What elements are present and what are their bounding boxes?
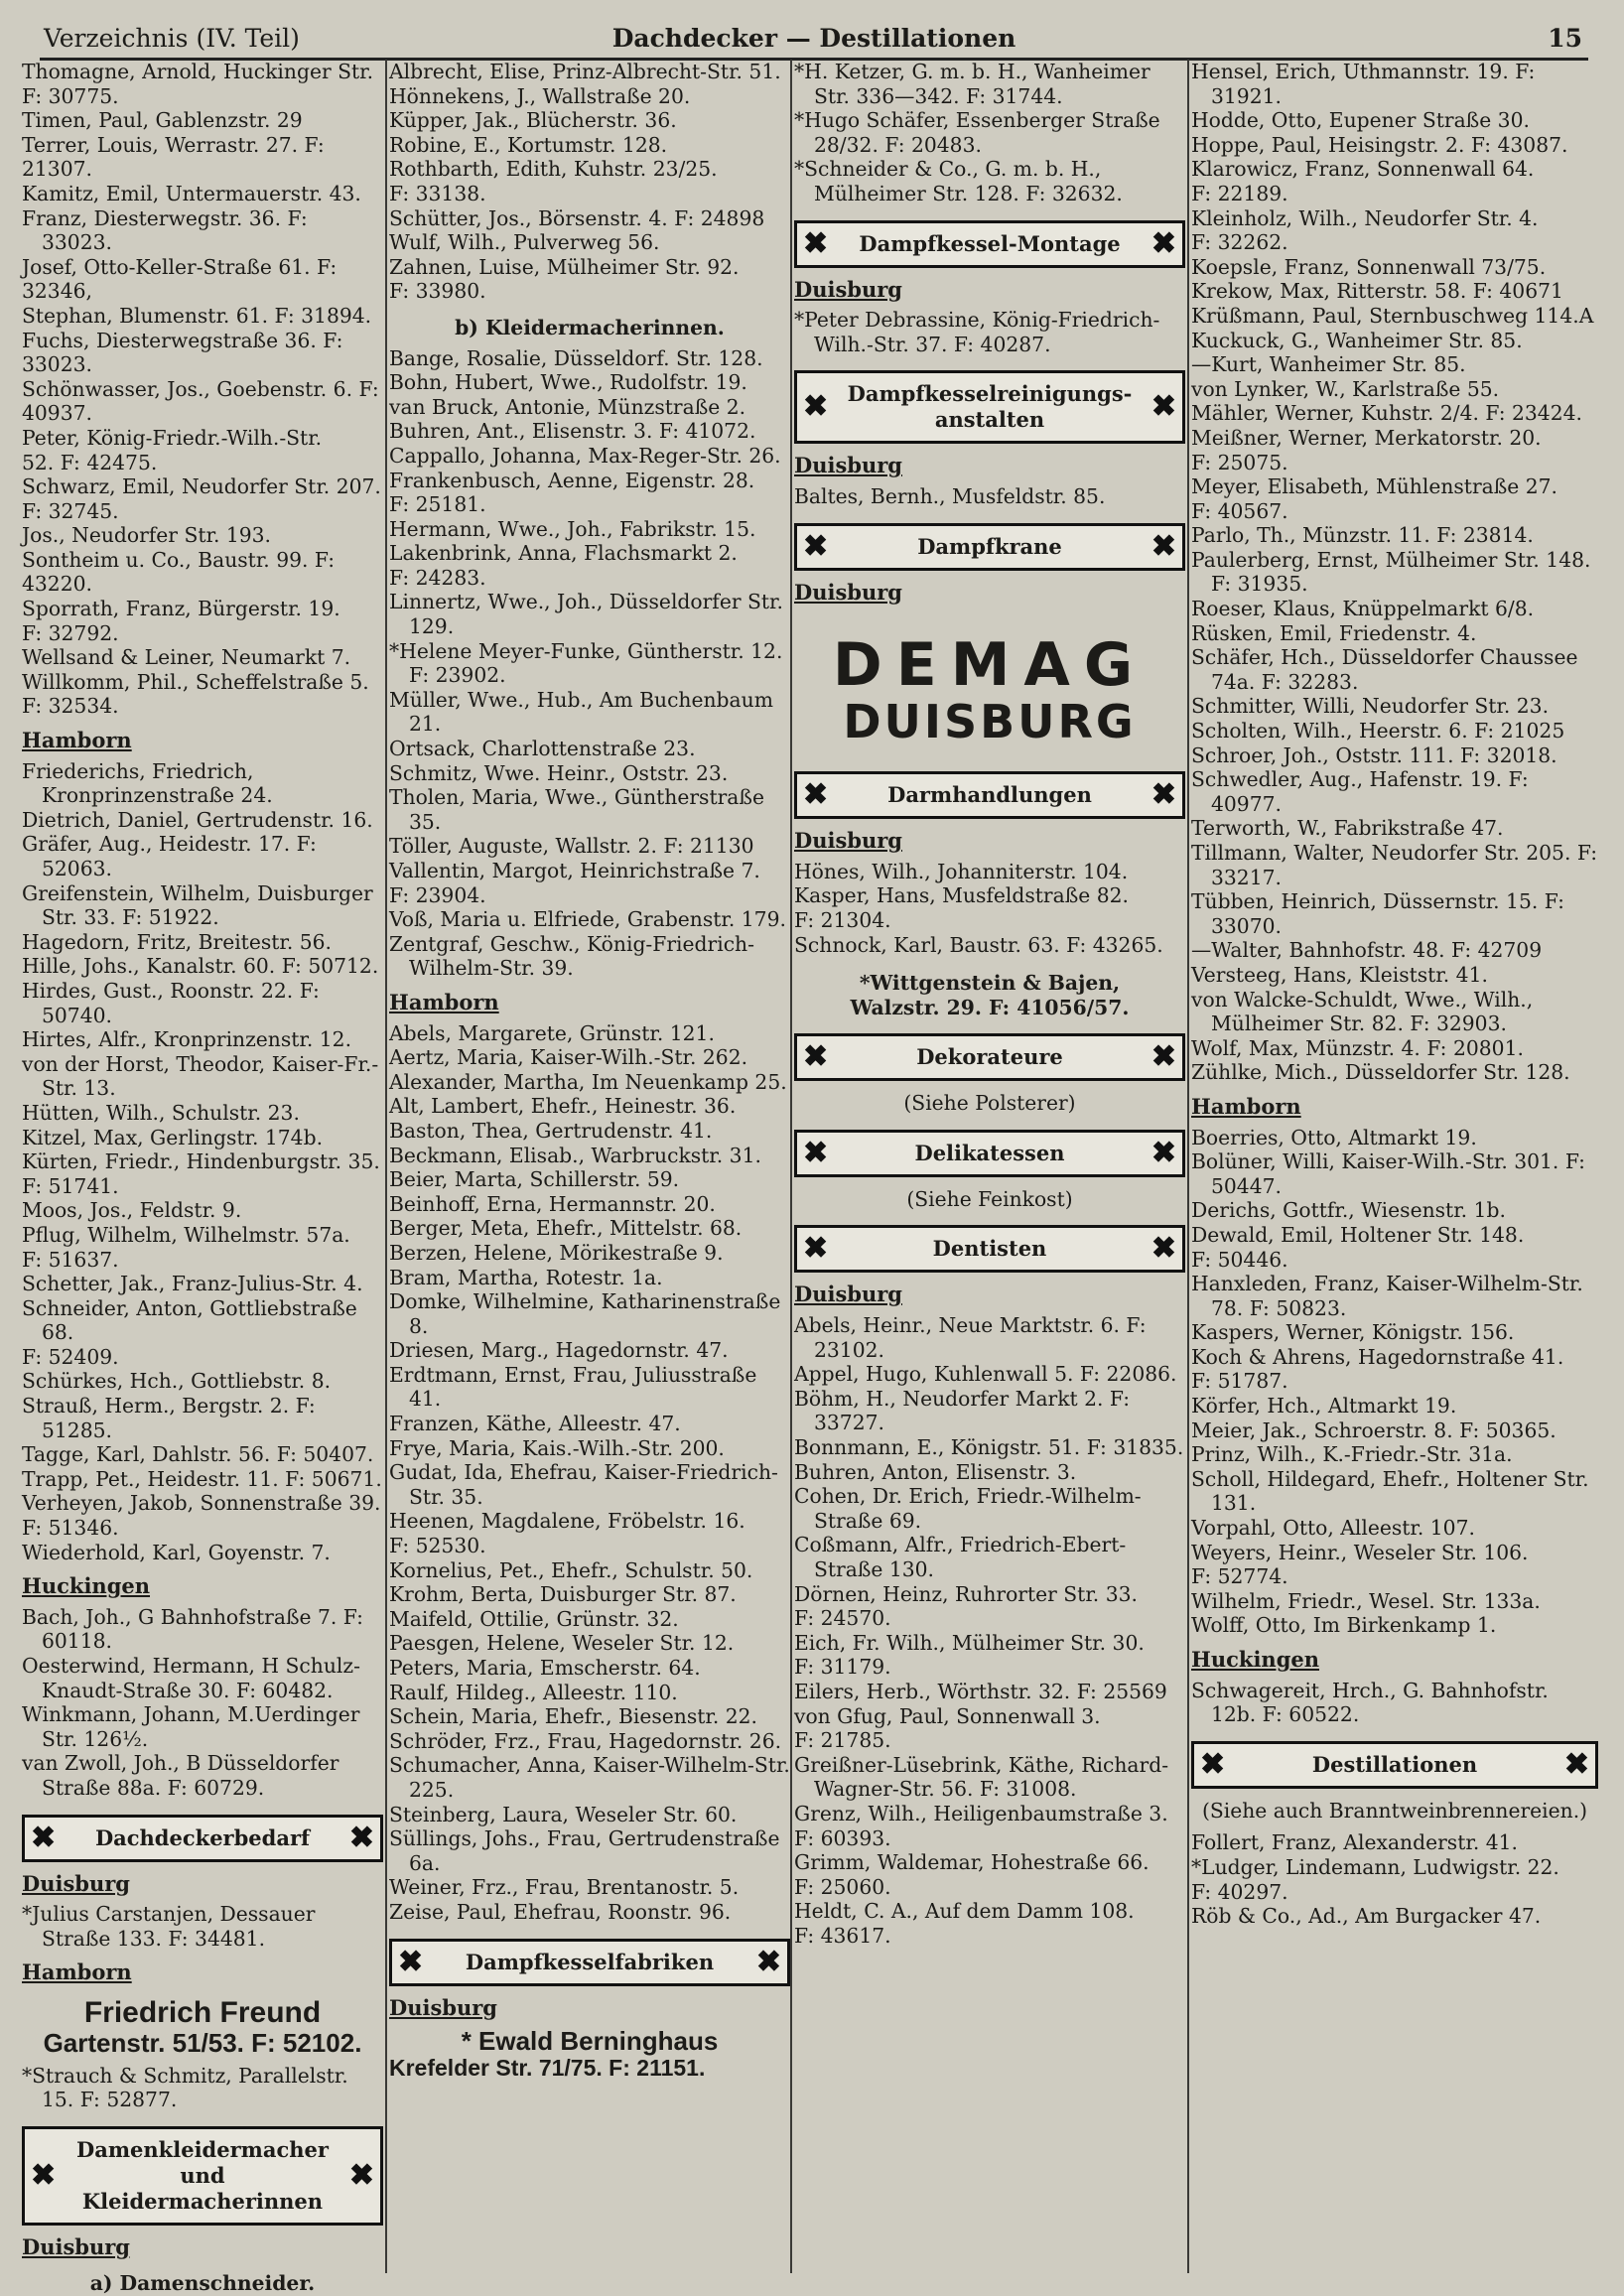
- list-item: F: 24570.: [794, 1606, 891, 1631]
- list-item: F: 25075.: [1191, 450, 1288, 474]
- list-item: Meißner, Werner, Merkatorstr. 20.: [1191, 425, 1542, 450]
- list-item: *Ludger, Lindemann, Ludwigstr. 22.: [1191, 1854, 1559, 1879]
- city-heading: Duisburg: [22, 2233, 130, 2259]
- list-item: Mähler, Werner, Kuhstr. 2/4. F: 23424.: [1191, 401, 1582, 426]
- list-item: Greißner-Lüsebrink, Käthe, Richard-Wagner-Str. 56. F: 31008.: [794, 1752, 1169, 1802]
- list-item: Vallentin, Margot, Heinrichstraße 7.: [389, 859, 760, 882]
- list-item: Timen, Paul, Gablenzstr. 29: [22, 108, 303, 133]
- list-item: F: 33980.: [389, 279, 486, 304]
- list-item: Zentgraf, Geschw., König-Friedrich-Wilhelm-Str. 39.: [389, 931, 754, 981]
- ad-demag-city: DUISBURG: [843, 695, 1137, 749]
- list-item: Coßmann, Alfr., Friedrich-Ebert-Straße 130.: [794, 1533, 1127, 1581]
- list-item: Frankenbusch, Aenne, Eigenstr. 28.: [389, 468, 755, 492]
- list-item: Schürkes, Hch., Gottliebstr. 8.: [22, 1369, 332, 1394]
- column-1: [22, 60, 383, 2296]
- list-item: F: 40297.: [1191, 1879, 1288, 1904]
- list-item: Albrecht, Elise, Prinz-Albrecht-Str. 51.: [389, 60, 781, 83]
- featured-entry-address: Walzstr. 29. F: 41056/57.: [850, 995, 1130, 1019]
- list-item: Abels, Margarete, Grünstr. 121.: [389, 1020, 715, 1045]
- list-item: F: 51741.: [22, 1173, 119, 1198]
- list-item: Böhm, H., Neudorfer Markt 2. F: 33727.: [794, 1386, 1131, 1435]
- list-item: Abels, Heinr., Neue Marktstr. 6. F: 23102.: [794, 1313, 1147, 1362]
- list-item: Schnock, Karl, Baustr. 63. F: 43265.: [794, 932, 1163, 957]
- list-item: Grenz, Wilh., Heiligenbaumstraße 3.: [794, 1801, 1168, 1825]
- list-item: Oesterwind, Hermann, H Schulz-Knaudt-Straße 30. F: 60482.: [22, 1654, 360, 1702]
- list-item: Versteeg, Hans, Kleiststr. 41.: [1191, 962, 1488, 987]
- list-item: Schmitter, Willi, Neudorfer Str. 23.: [1191, 694, 1550, 719]
- list-item: 21307.: [22, 157, 92, 182]
- list-item: Buhren, Anton, Elisenstr. 3.: [794, 1459, 1077, 1484]
- subsection-heading: a) Damenschneider.: [89, 2271, 316, 2296]
- list-item: Heenen, Magdalene, Fröbelstr. 16.: [389, 1509, 745, 1534]
- list-item: Roeser, Klaus, Knüppelmarkt 6/8.: [1191, 597, 1535, 621]
- list-item: *Strauch & Schmitz, Parallelstr. 15. F: 52877.: [22, 2063, 348, 2112]
- list-item: Wulf, Wilh., Pulverweg 56.: [389, 230, 660, 255]
- city-heading: Duisburg: [794, 276, 902, 302]
- list-item: Peters, Maria, Emscherstr. 64.: [389, 1656, 701, 1680]
- list-item: Zühlke, Mich., Düsseldorfer Str. 128.: [1191, 1060, 1570, 1085]
- list-item: Raulf, Hildeg., Alleestr. 110.: [389, 1680, 678, 1704]
- list-item: Moos, Jos., Feldstr. 9.: [22, 1198, 242, 1223]
- entry-list: [389, 60, 790, 304]
- list-item: Hodde, Otto, Eupener Straße 30.: [1191, 108, 1530, 133]
- list-item: Schwedler, Aug., Hafenstr. 19. F: 40977.: [1191, 767, 1529, 816]
- list-item: Alt, Lambert, Ehefr., Heinestr. 36.: [389, 1094, 737, 1119]
- list-item: Appel, Hugo, Kuhlenwall 5. F: 22086.: [794, 1362, 1177, 1387]
- list-item: F: 21785.: [794, 1728, 891, 1753]
- list-item: Cohen, Dr. Erich, Friedr.-Wilhelm-Straße 69.: [794, 1484, 1142, 1533]
- list-item: 33023.: [22, 352, 92, 377]
- list-item: Frye, Maria, Kais.-Wilh.-Str. 200.: [389, 1435, 725, 1460]
- list-item: Krekow, Max, Ritterstr. 58. F: 40671: [1191, 279, 1563, 304]
- list-item: Aertz, Maria, Kaiser-Wilh.-Str. 262.: [389, 1045, 748, 1070]
- list-item: Erdtmann, Ernst, Frau, Juliusstraße 41.: [389, 1362, 757, 1412]
- city-heading: Hamborn: [22, 1959, 132, 1985]
- list-item: Heldt, C. A., Auf dem Damm 108.: [794, 1899, 1135, 1924]
- list-item: Dewald, Emil, Holtener Str. 148.: [1191, 1222, 1525, 1247]
- list-item: Steinberg, Laura, Weseler Str. 60.: [389, 1802, 738, 1826]
- list-item: Alexander, Martha, Im Neuenkamp 25.: [389, 1069, 787, 1094]
- list-item: Hönnekens, J., Wallstraße 20.: [389, 83, 691, 108]
- list-item: Baltes, Bernh., Musfeldstr. 85.: [794, 483, 1106, 508]
- list-item: Zahnen, Luise, Mülheimer Str. 92.: [389, 254, 740, 279]
- list-item: Schumacher, Anna, Kaiser-Wilhelm-Str. 225.: [389, 1753, 790, 1802]
- list-item: Weyers, Heinr., Weseler Str. 106.: [1191, 1540, 1529, 1564]
- list-item: F: 22189.: [1191, 181, 1288, 205]
- city-heading: Duisburg: [794, 828, 902, 854]
- category-banner-damenkleidermacher: ✖ Damenkleidermacher und Kleidermacherinnen ✖: [22, 2126, 383, 2226]
- list-item: von Walcke-Schuldt, Wwe., Wilh., Mülheimer Str. 82. F: 32903.: [1191, 987, 1534, 1036]
- list-item: Kitzel, Max, Gerlingstr. 174b.: [22, 1125, 324, 1149]
- list-item: Pflug, Wilhelm, Wilhelmstr. 57a.: [22, 1222, 350, 1247]
- city-heading: Duisburg: [389, 1994, 497, 2020]
- list-item: Bram, Martha, Rotestr. 1a.: [389, 1265, 663, 1289]
- list-item: 32346,: [22, 279, 92, 304]
- list-item: Schetter, Jak., Franz-Julius-Str. 4.: [22, 1272, 363, 1296]
- ad-berninghaus-name: * Ewald Berninghaus: [461, 2026, 719, 2057]
- list-item: Wolf, Max, Münzstr. 4. F: 20801.: [1191, 1035, 1524, 1060]
- ad-berninghaus-address: Krefelder Str. 71/75. F: 21151.: [389, 2055, 706, 2082]
- column-3: [794, 60, 1185, 2273]
- entry-list: [22, 759, 383, 1565]
- list-item: Boerries, Otto, Altmarkt 19.: [1191, 1125, 1477, 1149]
- list-item: Maifeld, Ottilie, Grünstr. 32.: [389, 1606, 679, 1631]
- column-rule: [790, 60, 792, 2273]
- list-item: Domke, Wilhelmine, Katharinenstraße 8.: [389, 1289, 781, 1338]
- list-item: Strauß, Herm., Bergstr. 2. F: 51285.: [22, 1394, 316, 1442]
- list-item: Kornelius, Pet., Ehefr., Schulstr. 50.: [389, 1557, 753, 1582]
- list-item: Terrer, Louis, Werrastr. 27. F:: [22, 132, 325, 157]
- list-item: Beckmann, Elisab., Warbruckstr. 31.: [389, 1143, 761, 1167]
- list-item: Meier, Jak., Schroerstr. 8. F: 50365.: [1191, 1418, 1556, 1442]
- list-item: *Schneider & Co., G. m. b. H., Mülheimer Str. 128. F: 32632.: [794, 157, 1123, 205]
- list-item: F: 21304.: [794, 907, 891, 932]
- list-item: Gräfer, Aug., Heidestr. 17. F: 52063.: [22, 832, 317, 880]
- entry-list: [1191, 60, 1598, 1085]
- list-item: Hirdes, Gust., Roonstr. 22. F: 50740.: [22, 978, 320, 1027]
- list-item: Cappallo, Johanna, Max-Reger-Str. 26.: [389, 443, 781, 468]
- list-item: Trapp, Pet., Heidestr. 11. F: 50671.: [22, 1466, 382, 1491]
- list-item: Hille, Johs., Kanalstr. 60. F: 50712.: [22, 954, 379, 979]
- list-item: Bange, Rosalie, Düsseldorf. Str. 128.: [389, 345, 763, 370]
- list-item: Kleinholz, Wilh., Neudorfer Str. 4.: [1191, 205, 1539, 230]
- list-item: Bach, Joh., G Bahnhofstraße 7. F: 60118.: [22, 1604, 363, 1654]
- ad-demag-brand: DEMAG: [832, 630, 1148, 701]
- list-item: Prinz, Wilh., K.-Friedr.-Str. 31a.: [1191, 1442, 1513, 1467]
- list-item: Töller, Auguste, Wallstr. 2. F: 21130: [389, 834, 754, 859]
- list-item: Schäfer, Hch., Düsseldorfer Chaussee 74a. F: 32283.: [1191, 645, 1578, 694]
- list-item: Hönes, Wilh., Johanniterstr. 104.: [794, 859, 1129, 883]
- list-item: Klarowicz, Franz, Sonnenwall 64.: [1191, 157, 1535, 182]
- list-item: Buhren, Ant., Elisenstr. 3. F: 41072.: [389, 419, 756, 444]
- list-item: Eilers, Herb., Wörthstr. 32. F: 25569: [794, 1679, 1167, 1703]
- list-item: Bonnmann, E., Königstr. 51. F: 31835.: [794, 1435, 1184, 1460]
- category-banner-dachdeckerbedarf: ✖ Dachdeckerbedarf ✖: [22, 1815, 383, 1862]
- list-item: Tagge, Karl, Dahlstr. 56. F: 50407.: [22, 1442, 374, 1467]
- list-item: Franzen, Käthe, Alleestr. 47.: [389, 1412, 681, 1436]
- list-item: Linnertz, Wwe., Joh., Düsseldorfer Str. 129.: [389, 590, 783, 639]
- entry-list: [794, 1313, 1185, 1948]
- list-item: Follert, Franz, Alexanderstr. 41.: [1191, 1830, 1518, 1855]
- list-item: Röb & Co., Ad., Am Burgacker 47.: [1191, 1904, 1542, 1929]
- list-item: F: 43617.: [794, 1923, 891, 1948]
- list-item: Kamitz, Emil, Untermauerstr. 43.: [22, 181, 361, 205]
- list-item: Süllings, Johs., Frau, Gertrudenstraße 6a.: [389, 1826, 780, 1875]
- list-item: F: 25060.: [794, 1874, 891, 1899]
- entry-list: [389, 1021, 790, 1925]
- list-item: Schein, Maria, Ehefr., Biesenstr. 22.: [389, 1704, 758, 1729]
- category-banner-dekorateure: ✖ Dekorateure ✖: [794, 1033, 1185, 1081]
- list-item: F: 52530.: [389, 1534, 486, 1558]
- list-item: Wiederhold, Karl, Goyenstr. 7.: [22, 1540, 331, 1564]
- list-item: Hensel, Erich, Uthmannstr. 19. F: 31921.: [1191, 60, 1536, 108]
- city-heading: Duisburg: [22, 1870, 130, 1896]
- list-item: Hanxleden, Franz, Kaiser-Wilhelm-Str. 78. F: 50823.: [1191, 1272, 1583, 1320]
- list-item: F: 40567.: [1191, 498, 1288, 523]
- list-item: Beinhoff, Erna, Hermannstr. 20.: [389, 1191, 716, 1216]
- list-item: Schröder, Frz., Frau, Hagedornstr. 26.: [389, 1728, 782, 1753]
- list-item: Dietrich, Daniel, Gertrudenstr. 16.: [22, 807, 373, 832]
- list-item: Schmitz, Wwe. Heinr., Oststr. 23.: [389, 760, 729, 785]
- list-item: F: 24283.: [389, 565, 486, 590]
- list-item: Schneider, Anton, Gottliebstraße 68.: [22, 1295, 357, 1345]
- page-header: [40, 18, 1588, 61]
- featured-entry-name: *Wittgenstein & Bajen,: [859, 971, 1121, 996]
- list-item: F: 52774.: [1191, 1564, 1288, 1589]
- list-item: Müller, Wwe., Hub., Am Buchenbaum 21.: [389, 687, 773, 737]
- list-item: Bolüner, Willi, Kaiser-Wilh.-Str. 301. F: 50447.: [1191, 1149, 1586, 1198]
- entry-list: [22, 1605, 383, 1801]
- list-item: Jos., Neudorfer Str. 193.: [22, 523, 271, 548]
- cross-reference-note: (Siehe auch Branntweinbrennereien.): [1201, 1798, 1588, 1823]
- list-item: Sporrath, Franz, Bürgerstr. 19.: [22, 597, 340, 621]
- category-banner-dampfkessel-montage: ✖ Dampfkessel-Montage ✖: [794, 220, 1185, 268]
- cross-reference-note: (Siehe Feinkost): [906, 1186, 1073, 1211]
- city-heading: Huckingen: [1191, 1647, 1320, 1672]
- list-item: Derichs, Gottfr., Wiesenstr. 1b.: [1191, 1198, 1506, 1223]
- list-item: Hütten, Wilh., Schulstr. 23.: [22, 1100, 300, 1125]
- category-banner-destillationen: ✖ Destillationen ✖: [1191, 1741, 1598, 1789]
- city-heading: Hamborn: [22, 728, 132, 753]
- list-item: Dörnen, Heinz, Ruhrorter Str. 33.: [794, 1581, 1138, 1606]
- list-item: Franz, Diesterwegstr. 36. F: 33023.: [22, 205, 308, 255]
- entry-list: [794, 60, 1185, 206]
- list-item: Driesen, Marg., Hagedornstr. 47.: [389, 1338, 729, 1363]
- list-item: Wilhelm, Friedr., Wesel. Str. 133a.: [1191, 1588, 1541, 1613]
- list-item: F: 25181.: [389, 492, 486, 517]
- list-item: Lakenbrink, Anna, Flachsmarkt 2.: [389, 541, 738, 566]
- city-heading: Hamborn: [1191, 1093, 1301, 1119]
- list-item: Scholl, Hildegard, Ehefr., Holtener Str. 131.: [1191, 1466, 1589, 1516]
- list-item: *Helene Meyer-Funke, Güntherstr. 12. F: 23902.: [389, 638, 783, 688]
- list-item: F: 32262.: [1191, 230, 1288, 255]
- list-item: Baston, Thea, Gertrudenstr. 41.: [389, 1118, 713, 1143]
- list-item: Koch & Ahrens, Hagedornstraße 41.: [1191, 1344, 1564, 1369]
- list-item: Vorpahl, Otto, Alleestr. 107.: [1191, 1516, 1475, 1541]
- ad-freund-name: Friedrich Freund: [83, 1995, 322, 2029]
- list-item: F: 51637.: [22, 1247, 119, 1272]
- list-item: Hagedorn, Fritz, Breitestr. 56.: [22, 929, 333, 954]
- list-item: F: 60393.: [794, 1825, 891, 1850]
- city-heading: Hamborn: [389, 989, 499, 1014]
- list-item: 43220.: [22, 572, 92, 597]
- list-item: Wolff, Otto, Im Birkenkamp 1.: [1191, 1613, 1497, 1638]
- category-banner-dampfkrane: ✖ Dampfkrane ✖: [794, 523, 1185, 571]
- list-item: Paesgen, Helene, Weseler Str. 12.: [389, 1631, 735, 1656]
- list-item: F: 52409.: [22, 1344, 119, 1369]
- list-item: von Gfug, Paul, Sonnenwall 3.: [794, 1703, 1101, 1728]
- category-banner-dentisten: ✖ Dentisten ✖: [794, 1225, 1185, 1273]
- list-item: —Kurt, Wanheimer Str. 85.: [1191, 352, 1466, 377]
- entry-list: [794, 860, 1185, 957]
- category-banner-dampfkesselfabriken: ✖ Dampfkesselfabriken ✖: [389, 1939, 790, 1986]
- list-item: Greifenstein, Wilhelm, Duisburger Str. 33. F: 51922.: [22, 880, 373, 930]
- list-item: Krohm, Berta, Duisburger Str. 87.: [389, 1582, 737, 1607]
- list-item: Thomagne, Arnold, Huckinger Str.: [22, 60, 374, 83]
- list-item: Weiner, Frz., Frau, Brentanostr. 5.: [389, 1875, 740, 1900]
- list-item: Schütter, Jos., Börsenstr. 4. F: 24898: [389, 205, 765, 230]
- list-item: Hermann, Wwe., Joh., Fabrikstr. 15.: [389, 516, 756, 541]
- list-item: van Bruck, Antonie, Münzstraße 2.: [389, 394, 746, 419]
- list-item: Friederichs, Friedrich, Kronprinzenstraße 24.: [22, 758, 273, 808]
- list-item: Schroer, Joh., Oststr. 111. F: 32018.: [1191, 743, 1557, 767]
- list-item: 52. F: 42475.: [22, 450, 158, 474]
- list-item: —Walter, Bahnhofstr. 48. F: 42709: [1191, 938, 1543, 963]
- list-item: Kürten, Friedr., Hindenburgstr. 35.: [22, 1149, 380, 1174]
- list-item: Paulerberg, Ernst, Mülheimer Str. 148. F: 31935.: [1191, 547, 1591, 597]
- list-item: Wellsand & Leiner, Neumarkt 7.: [22, 645, 351, 670]
- list-item: Tholen, Maria, Wwe., Güntherstraße 35.: [389, 785, 764, 834]
- column-rule: [385, 60, 387, 2273]
- list-item: Krüßmann, Paul, Sternbuschweg 114.A: [1191, 303, 1594, 328]
- list-item: F: 50446.: [1191, 1247, 1288, 1272]
- list-item: Küpper, Jak., Blücherstr. 36.: [389, 108, 677, 133]
- list-item: Berzen, Helene, Mörikestraße 9.: [389, 1240, 724, 1265]
- list-item: Verheyen, Jakob, Sonnenstraße 39.: [22, 1491, 381, 1516]
- category-banner-delikatessen: ✖ Delikatessen ✖: [794, 1130, 1185, 1177]
- list-item: Kuckuck, G., Wanheimer Str. 85.: [1191, 328, 1523, 352]
- list-item: F: 30775.: [22, 83, 119, 108]
- list-item: von der Horst, Theodor, Kaiser-Fr.-Str. 13.: [22, 1051, 379, 1101]
- list-item: Berger, Meta, Ehefr., Mittelstr. 68.: [389, 1216, 743, 1241]
- list-item: Schwarz, Emil, Neudorfer Str. 207.: [22, 474, 381, 499]
- list-item: Fuchs, Diesterwegstraße 36. F:: [22, 328, 343, 352]
- list-item: 40937.: [22, 401, 92, 426]
- list-item: Stephan, Blumenstr. 61. F: 31894.: [22, 303, 372, 328]
- list-item: Körfer, Hch., Altmarkt 19.: [1191, 1394, 1457, 1418]
- category-banner-dampfkesselreinigung: ✖ Dampfkesselreinigungs-anstalten ✖: [794, 370, 1185, 444]
- list-item: Eich, Fr. Wilh., Mülheimer Str. 30.: [794, 1630, 1145, 1655]
- list-item: van Zwoll, Joh., B Düsseldorfer Straße 88a. F: 60729.: [22, 1751, 339, 1800]
- entry-list: [389, 346, 790, 981]
- list-item: Grimm, Waldemar, Hohestraße 66.: [794, 1850, 1150, 1875]
- city-heading: Duisburg: [794, 453, 902, 478]
- list-item: Josef, Otto-Keller-Straße 61. F:: [22, 254, 338, 279]
- list-item: Hoppe, Paul, Heisingstr. 2. F: 43087.: [1191, 132, 1568, 157]
- page-number: 15: [1548, 24, 1582, 53]
- list-item: Parlo, Th., Münzstr. 11. F: 23814.: [1191, 523, 1534, 548]
- list-item: F: 32534.: [22, 694, 119, 719]
- list-item: F: 32792.: [22, 620, 119, 645]
- list-item: Scholten, Wilh., Heerstr. 6. F: 21025: [1191, 719, 1565, 743]
- list-item: *Hugo Schäfer, Essenberger Straße 28/32. F: 20483.: [794, 108, 1160, 157]
- list-item: *Peter Debrassine, König-Friedrich-Wilh.-Str. 37. F: 40287.: [794, 308, 1160, 356]
- entry-list: [1191, 1830, 1598, 1928]
- list-item: Schönwasser, Jos., Goebenstr. 6. F:: [22, 376, 379, 401]
- list-item: Ortsack, Charlottenstraße 23.: [389, 737, 696, 761]
- list-item: F: 31179.: [794, 1655, 891, 1680]
- list-item: Zeise, Paul, Ehefrau, Roonstr. 96.: [389, 1899, 732, 1924]
- ad-demag: [794, 630, 1185, 749]
- list-item: F: 51346.: [22, 1516, 119, 1541]
- list-item: Kaspers, Werner, Königstr. 156.: [1191, 1320, 1515, 1345]
- city-heading: Duisburg: [794, 1282, 902, 1307]
- featured-entry: [794, 971, 1185, 1019]
- list-item: Tübben, Heinrich, Düssernstr. 15. F: 33070.: [1191, 889, 1564, 938]
- list-item: F: 33138.: [389, 181, 486, 205]
- list-item: Bohn, Hubert, Wwe., Rudolfstr. 19.: [389, 370, 747, 395]
- column-2: [389, 60, 790, 2273]
- list-item: Terworth, W., Fabrikstraße 47.: [1191, 816, 1504, 841]
- list-item: F: 51787.: [1191, 1369, 1288, 1394]
- city-heading: Huckingen: [22, 1573, 151, 1599]
- category-banner-darmhandlungen: ✖ Darmhandlungen ✖: [794, 771, 1185, 819]
- list-item: Peter, König-Friedr.-Wilh.-Str.: [22, 425, 323, 450]
- list-item: F: 32745.: [22, 498, 119, 523]
- list-item: Schwagereit, Hrch., G. Bahnhofstr. 12b. F: 60522.: [1191, 1678, 1549, 1727]
- list-item: Beier, Marta, Schillerstr. 59.: [389, 1167, 680, 1192]
- list-item: Kasper, Hans, Musfeldstraße 82.: [794, 883, 1129, 908]
- column-4: [1191, 60, 1598, 2273]
- list-item: *H. Ketzer, G. m. b. H., Wanheimer Str. 336—342. F: 31744.: [794, 60, 1150, 108]
- cross-reference-note: (Siehe Polsterer): [903, 1091, 1076, 1116]
- ad-freund-address: Gartenstr. 51/53. F: 52102.: [43, 2027, 362, 2058]
- header-section-label: Verzeichnis (IV. Teil): [44, 24, 300, 53]
- list-item: Willkomm, Phil., Scheffelstraße 5.: [22, 669, 369, 694]
- list-item: Winkmann, Johann, M.Uerdinger Str. 126½.: [22, 1702, 360, 1751]
- list-item: Koepsle, Franz, Sonnenwall 73/75.: [1191, 254, 1547, 279]
- entry-list: [22, 60, 383, 719]
- subsection-heading: b) Kleidermacherinnen.: [455, 315, 725, 339]
- list-item: Voß, Maria u. Elfriede, Grabenstr. 179.: [389, 907, 786, 932]
- list-item: *Julius Carstanjen, Dessauer Straße 133. F: 34481.: [22, 1902, 316, 1951]
- list-item: Sontheim u. Co., Baustr. 99. F:: [22, 547, 336, 572]
- list-item: Rothbarth, Edith, Kuhstr. 23/25.: [389, 157, 718, 182]
- list-item: Hirtes, Alfr., Kronprinzenstr. 12.: [22, 1027, 352, 1052]
- header-title: Dachdecker — Destillationen: [611, 24, 1016, 53]
- list-item: Robine, E., Kortumstr. 128.: [389, 132, 668, 157]
- list-item: Rüsken, Emil, Friedenstr. 4.: [1191, 620, 1477, 645]
- column-rule: [1187, 60, 1189, 2273]
- list-item: Gudat, Ida, Ehefrau, Kaiser-Friedrich-Str. 35.: [389, 1460, 778, 1509]
- list-item: Meyer, Elisabeth, Mühlenstraße 27.: [1191, 474, 1557, 499]
- list-item: F: 23904.: [389, 882, 486, 907]
- city-heading: Duisburg: [794, 579, 902, 605]
- list-item: von Lynker, W., Karlstraße 55.: [1191, 376, 1500, 401]
- list-item: Tillmann, Walter, Neudorfer Str. 205. F: 33217.: [1191, 841, 1598, 889]
- entry-list: [1191, 1126, 1598, 1638]
